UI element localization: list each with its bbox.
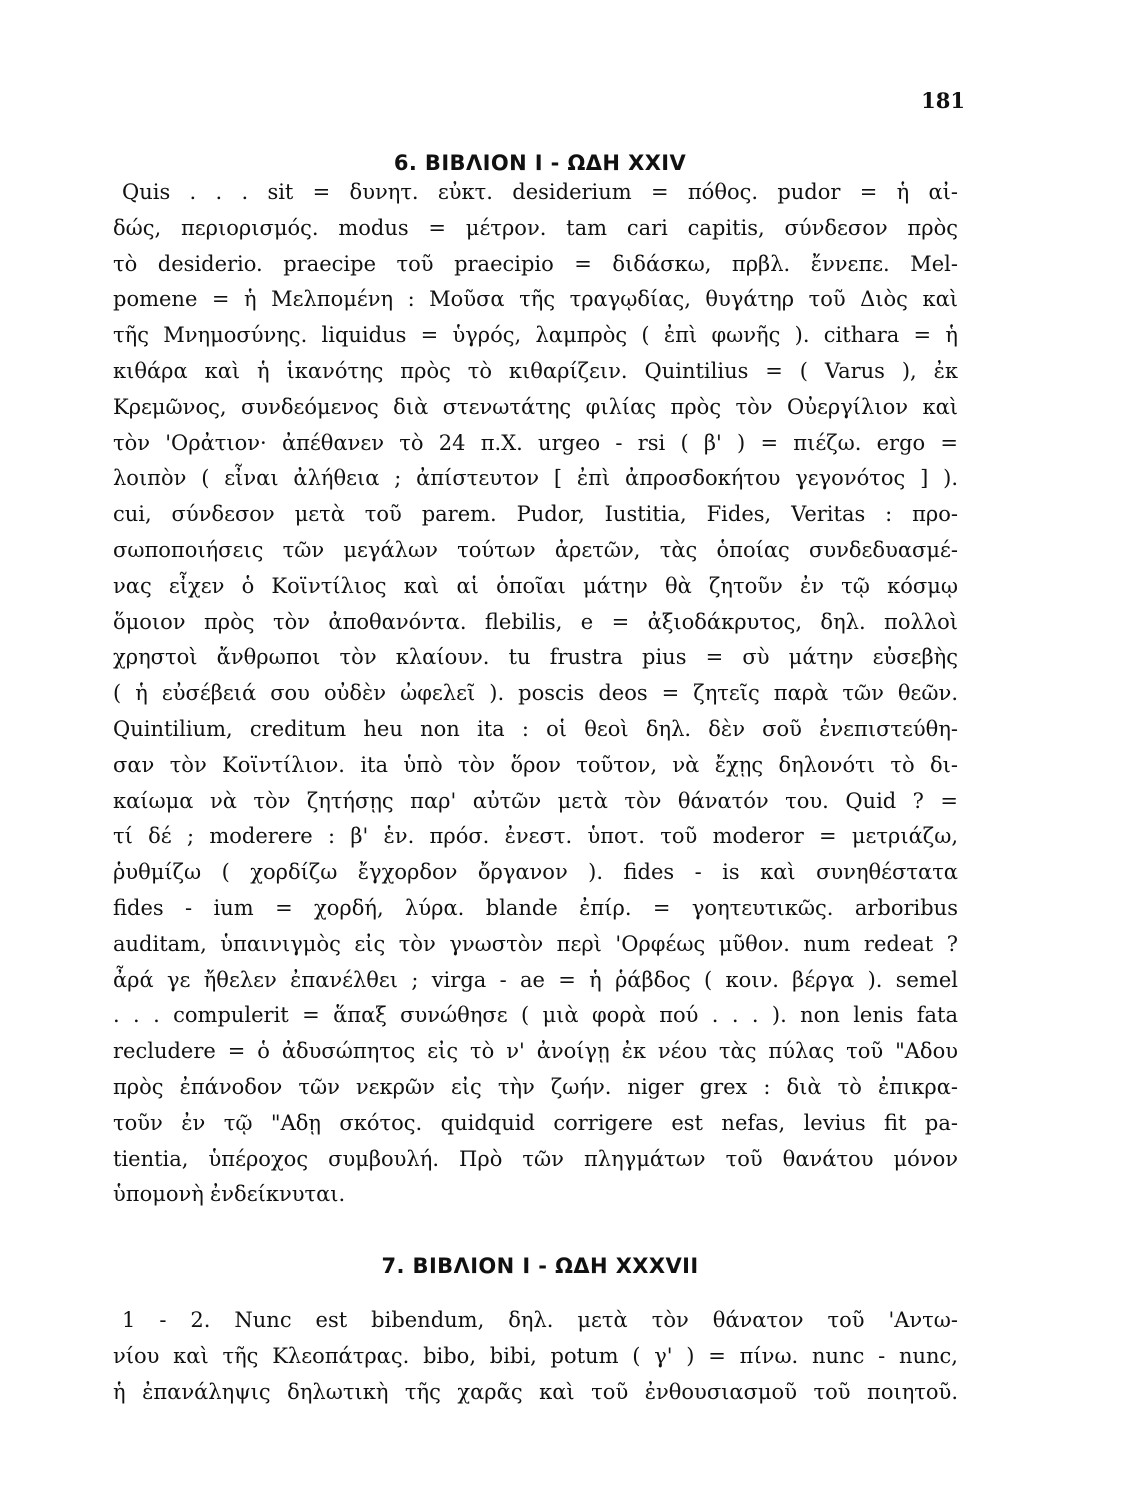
text-line: ὅμοιον πρὸς τὸν ἀποθανόντα. flebilis, e = ἀξιοδάκρυτος, δηλ. πολλοὶ xyxy=(113,609,958,634)
text-line: τὸν 'Ορἀτιον· ἀπέθανεν τὸ 24 π.Χ. urgeo - rsi ( β' ) = πιέζω. ergo = xyxy=(113,430,958,455)
text-line: ἆρά γε ἤθελεν ἐπανέλθει ; virga - ae = ἡ ῥάβδος ( κοιν. βέργα ). semel xyxy=(113,967,958,992)
text-line: τὸ desiderio. praecipe τοῦ praecipio = διδάσκω, πρβλ. ἔννεπε. Mel- xyxy=(113,251,958,276)
text-line: cui, σύνδεσον μετὰ τοῦ parem. Pudor, Iustitia, Fides, Veritas : προ- xyxy=(113,502,958,527)
text-line: ( ἡ εὐσέβειά σου οὐδὲν ὠφελεῖ ). poscis deos = ζητεῖς παρὰ τῶν θεῶν. xyxy=(113,681,958,706)
text-line: δώς, περιορισμός. modus = μέτρον. tam cari capitis, σύνδεσον πρὸς xyxy=(113,215,958,240)
text-line: recludere = ὁ ἀδυσώπητος εἰς τὸ ν' ἀνοίγῃ ἐκ νέου τὰς πύλας τοῦ "Αδου xyxy=(113,1039,958,1064)
text-line: ὑπομονὴ ἐνδείκνυται. xyxy=(113,1182,346,1207)
text-line: Κρεμῶνος, συνδεόμενος διὰ στενωτάτης φιλίας πρὸς τὸν Οὐεργίλιον καὶ xyxy=(113,394,958,419)
text-line: τῆς Μνημοσύνης. liquidus = ὑγρός, λαμπρὸς ( ἐπὶ φωνῆς ). cithara = ἡ xyxy=(113,323,958,348)
section-heading-ode-xxiv: 6. ΒΙΒΛΙΟΝ Ι - ΩΔΗ XXIV xyxy=(393,151,687,175)
text-line: tientia, ὑπέροχος συμβουλή. Πρὸ τῶν πληγμάτων τοῦ θανάτου μόνον xyxy=(113,1146,958,1171)
commentary-ode-xxxvii xyxy=(113,1303,958,1410)
text-line: πρὸς ἐπάνοδον τῶν νεκρῶν εἰς τὴν ζωήν. niger grex : διὰ τὸ ἐπικρα- xyxy=(113,1074,958,1099)
text-line: ἡ ἐπανάληψις δηλωτικὴ τῆς χαρᾶς καὶ τοῦ ἐνθουσιασμοῦ τοῦ ποιητοῦ. xyxy=(113,1379,958,1404)
text-line: Quis . . . sit = δυνητ. εὐκτ. desiderium = πόθος. pudor = ἡ αἰ- xyxy=(122,180,958,204)
text-line: σαν τὸν Κοϊντίλιον. ita ὑπὸ τὸν ὅρον τοῦτον, νὰ ἔχῃς δηλονότι τὸ δι- xyxy=(113,752,958,777)
text-line: χρηστοὶ ἄνθρωποι τὸν κλαίουν. tu frustra pius = σὺ μάτην εὐσεβὴς xyxy=(113,645,958,670)
page-number: 181 xyxy=(921,88,965,113)
section-heading-ode-xxxvii: 7. ΒΙΒΛΙΟΝ Ι - ΩΔΗ XXXVII xyxy=(381,1254,699,1278)
text-line: fides - ium = χορδή, λύρα. blande ἐπίρ. = γοητευτικῶς. arboribus xyxy=(113,895,958,920)
text-line: νίου καὶ τῆς Κλεοπάτρας. bibo, bibi, potum ( γ' ) = πίνω. nunc - nunc, xyxy=(113,1343,958,1368)
commentary-ode-xxiv xyxy=(113,175,958,1213)
text-line: σωποποιήσεις τῶν μεγάλων τούτων ἀρετῶν, τὰς ὁποίας συνδεδυασμέ- xyxy=(113,537,958,562)
text-line: Quintilium, creditum heu non ita : οἱ θεοὶ δηλ. δὲν σοῦ ἐνεπιστεύθη- xyxy=(113,716,958,741)
text-line: ῥυθμίζω ( χορδίζω ἔγχορδον ὄργανον ). fides - is καὶ συνηθέστατα xyxy=(113,860,958,885)
text-line: λοιπὸν ( εἶναι ἀλήθεια ; ἀπίστευτον [ ἐπὶ ἀπροσδοκήτου γεγονότος ] ). xyxy=(113,466,958,491)
text-line: . . . compulerit = ἅπαξ συνώθησε ( μιὰ φορὰ πού . . . ). non lenis fata xyxy=(113,1003,958,1028)
text-line: 1 - 2. Nunc est bibendum, δηλ. μετὰ τὸν θάνατον τοῦ 'Αντω- xyxy=(122,1308,958,1332)
text-line: νας εἶχεν ὁ Κοϊντίλιος καὶ αἱ ὁποῖαι μάτην θὰ ζητοῦν ἐν τῷ κόσμῳ xyxy=(113,573,958,598)
text-line: pomene = ἡ Μελπομένη : Μοῦσα τῆς τραγῳδίας, θυγάτηρ τοῦ Διὸς καὶ xyxy=(113,287,958,312)
text-line: καίωμα νὰ τὸν ζητήσῃς παρ' αὐτῶν μετὰ τὸν θάνατόν του. Quid ? = xyxy=(113,788,958,813)
text-line: auditam, ὑπαινιγμὸς εἰς τὸν γνωστὸν περὶ 'Ορφέως μῦθον. num redeat ? xyxy=(113,931,958,956)
text-line: τί δέ ; moderere : β' ἑν. πρόσ. ἐνεστ. ὑποτ. τοῦ moderor = μετριάζω, xyxy=(113,824,958,849)
text-line: τοῦν ἐν τῷ "Αδῃ σκότος. quidquid corrigere est nefas, levius fit pa- xyxy=(113,1110,958,1135)
text-line: κιθάρα καὶ ἡ ἱκανότης πρὸς τὸ κιθαρίζειν. Quintilius = ( Varus ), ἐκ xyxy=(113,358,958,383)
